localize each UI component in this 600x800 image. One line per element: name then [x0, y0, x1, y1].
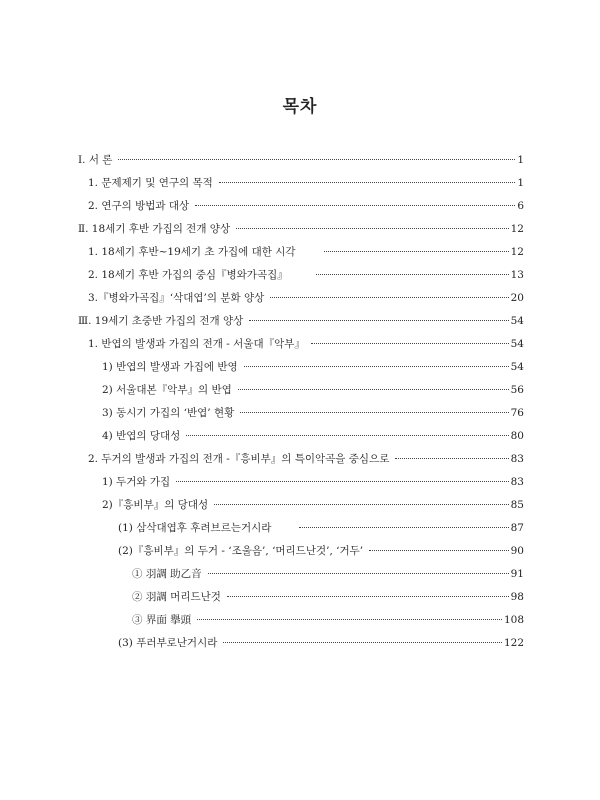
page-title: 목차: [282, 97, 318, 117]
toc-entry-label: (3) 푸러부로난거시라: [118, 637, 218, 649]
toc-entry[interactable]: [132, 610, 524, 630]
toc-entry-label: 1. 18세기 후반~19세기 초 가집에 대한 시각: [88, 246, 296, 258]
toc-entry-page: 54: [510, 338, 524, 350]
leader-dots: [316, 274, 509, 275]
toc-entry-label: 3.『병와가곡집』‘삭대엽’의 분화 양상: [88, 292, 265, 304]
toc-entry[interactable]: [88, 173, 524, 193]
leader-dots: [176, 481, 508, 482]
toc-entry[interactable]: [88, 196, 524, 216]
toc-entry-page: 90: [510, 545, 524, 557]
toc-entry-label: 1) 두거와 가집: [102, 476, 171, 488]
toc-entry-label: ② 羽調 머리드난것: [132, 591, 221, 603]
toc-entry-label: Ⅰ. 서 론: [78, 154, 113, 166]
toc-entry[interactable]: [132, 587, 524, 607]
toc-entry-label: 2. 18세기 후반 가집의 중심『병와가곡집』: [88, 269, 288, 281]
toc-entry-page: 54: [510, 315, 524, 327]
toc-entry-label: 4) 반엽의 당대성: [102, 430, 181, 442]
toc-entry-page: 91: [510, 568, 524, 580]
toc-entry-page: 122: [503, 637, 524, 649]
toc-entry-page: 1: [517, 177, 524, 189]
toc-entry[interactable]: [88, 265, 524, 285]
toc-entry-label: 1. 문제제기 및 연구의 목적: [88, 177, 213, 189]
leader-dots: [227, 596, 509, 597]
toc-entry[interactable]: [88, 334, 524, 354]
toc-entry[interactable]: [132, 564, 524, 584]
toc-entry[interactable]: [102, 495, 524, 515]
toc-entry-page: 54: [510, 361, 524, 373]
toc-entry[interactable]: [78, 150, 524, 170]
toc-entry-page: 83: [510, 453, 524, 465]
toc-entry-page: 12: [510, 223, 524, 235]
toc-entry-page: 56: [510, 384, 524, 396]
toc-entry-label: ③ 界面 擧頭: [132, 614, 192, 626]
leader-dots: [299, 527, 508, 528]
toc-entry[interactable]: [78, 311, 524, 331]
toc-entry[interactable]: [102, 472, 524, 492]
leader-dots: [270, 297, 508, 298]
toc-entry[interactable]: [102, 357, 524, 377]
toc-entry[interactable]: [118, 541, 524, 561]
toc-entry-label: 2. 연구의 방법과 대상: [88, 200, 190, 212]
toc-entry-page: 13: [510, 269, 524, 281]
toc-entry-label: Ⅲ. 19세기 초중반 가집의 전개 양상: [78, 315, 244, 327]
toc-entry-page: 12: [510, 246, 524, 258]
leader-dots: [118, 159, 515, 160]
toc-entry-page: 83: [510, 476, 524, 488]
leader-dots: [223, 642, 502, 643]
leader-dots: [395, 458, 508, 459]
toc-entry-label: 1. 반엽의 발생과 가집의 전개 - 서울대『악부』: [88, 338, 305, 350]
leader-dots: [214, 504, 509, 505]
leader-dots: [311, 343, 509, 344]
toc-entry-page: 85: [510, 499, 524, 511]
leader-dots: [249, 320, 508, 321]
toc-entry[interactable]: [102, 380, 524, 400]
toc-entry[interactable]: [118, 518, 524, 538]
toc-entry-page: 20: [510, 292, 524, 304]
toc-entry[interactable]: [88, 242, 524, 262]
toc-entry[interactable]: [88, 449, 524, 469]
leader-dots: [236, 228, 509, 229]
toc-entry[interactable]: [88, 288, 524, 308]
toc-entry[interactable]: [102, 426, 524, 446]
leader-dots: [369, 550, 509, 551]
leader-dots: [238, 389, 509, 390]
toc-entry-page: 98: [510, 591, 524, 603]
toc-entry-page: 108: [503, 614, 524, 626]
toc-entry-label: 2. 두거의 발생과 가집의 전개 -『흥비부』의 특이악곡을 중심으로: [88, 453, 390, 465]
toc-entry-page: 80: [510, 430, 524, 442]
leader-dots: [244, 366, 509, 367]
leader-dots: [186, 435, 508, 436]
leader-dots: [208, 573, 509, 574]
leader-dots: [240, 412, 508, 413]
leader-dots: [324, 251, 509, 252]
toc-entry-label: 3) 동시기 가집의 ‘반엽’ 현황: [102, 407, 235, 419]
toc-entry-label: 2)『흥비부』의 당대성: [102, 499, 209, 511]
toc-entry-page: 87: [510, 522, 524, 534]
leader-dots: [195, 205, 515, 206]
toc-entry[interactable]: [118, 633, 524, 653]
toc-entry-label: (2)『흥비부』의 두거 - ‘조울음’, ‘머리드난것’, ‘거두’: [118, 545, 364, 557]
toc-entry-page: 76: [510, 407, 524, 419]
toc-entry-label: 2) 서울대본『악부』의 반엽: [102, 384, 232, 396]
toc-entry-label: Ⅱ. 18세기 후반 가집의 전개 양상: [78, 223, 231, 235]
leader-dots: [219, 182, 516, 183]
toc-entry[interactable]: [78, 219, 524, 239]
toc-entry-label: 1) 반엽의 발생과 가집에 반영: [102, 361, 238, 373]
leader-dots: [197, 619, 502, 620]
toc-entry-label: ① 羽調 助乙音: [132, 568, 202, 580]
toc-entry-label: (1) 삼삭대엽후 후려브르는거시라: [118, 522, 272, 534]
toc-entry[interactable]: [102, 403, 524, 423]
toc-entry-page: 1: [517, 154, 524, 166]
toc-entry-page: 6: [517, 200, 524, 212]
